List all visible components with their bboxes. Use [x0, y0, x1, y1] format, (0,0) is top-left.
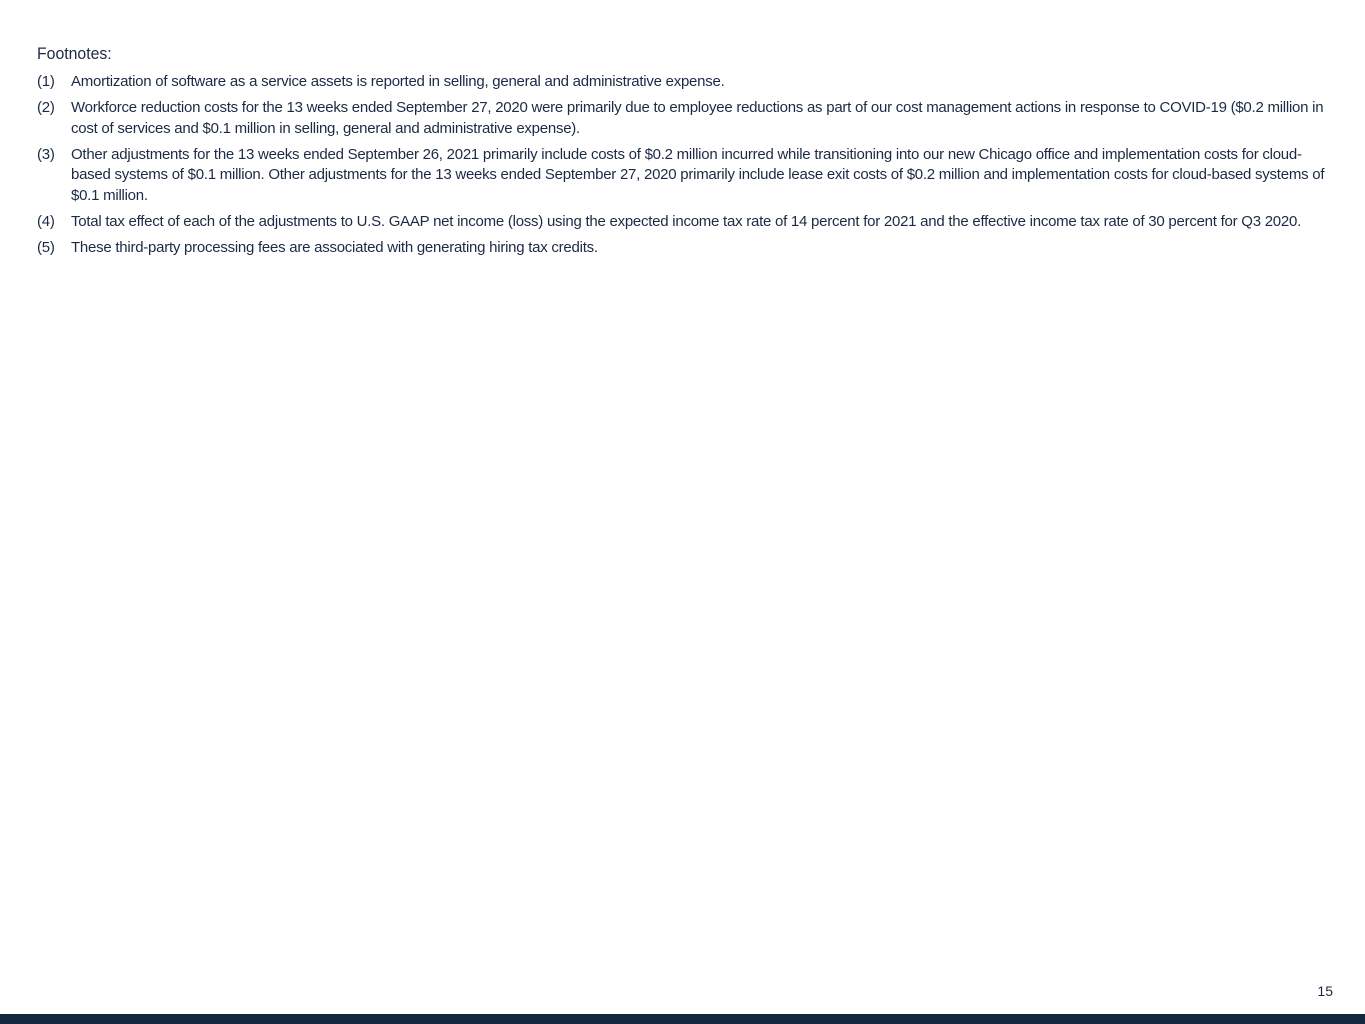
footnote-number: (2)	[37, 99, 55, 116]
footnote-text: These third-party processing fees are associated with generating hiring tax credits.	[71, 238, 598, 256]
footnote-number: (4)	[37, 212, 55, 230]
footnote-3	[37, 145, 1337, 207]
footnote-number: (3)	[37, 145, 55, 163]
footnote-text: Amortization of software as a service assets is reported in selling, general and administrative expense.	[71, 73, 725, 90]
bottom-accent-bar	[0, 1014, 1365, 1024]
footnote-text: Workforce reduction costs for the 13 weeks ended September 27, 2020 were primarily due to employee reductions as part of our cost management actions in response to COVID-19 ($0.2 million in cost of services and $0.1 million in selling, general and administrative expense).	[71, 99, 1324, 137]
footnote-text: Other adjustments for the 13 weeks ended September 26, 2021 primarily include costs of $0.2 million incurred while transitioning into our new Chicago office and implementation costs for cloud-based systems of $0.1 million. Other adjustments for the 13 weeks ended September 27, 2020 primarily include lease exit costs of $0.2 million and implementation costs for cloud-based systems of $0.1 million.	[71, 145, 1325, 204]
footnote-list	[37, 72, 1337, 264]
footnote-number: (1)	[37, 73, 55, 90]
footnote-2	[37, 98, 1337, 139]
footnote-5	[37, 238, 1337, 259]
footnote-1	[37, 72, 1337, 93]
footnote-number: (5)	[37, 238, 55, 256]
footnote-4	[37, 212, 1337, 233]
footnote-text: Total tax effect of each of the adjustments to U.S. GAAP net income (loss) using the expected income tax rate of 14 percent for 2021 and the effective income tax rate of 30 percent for Q3 2020.	[71, 212, 1301, 230]
page-number: 15	[1317, 983, 1333, 999]
footnotes-heading: Footnotes:	[37, 44, 112, 63]
